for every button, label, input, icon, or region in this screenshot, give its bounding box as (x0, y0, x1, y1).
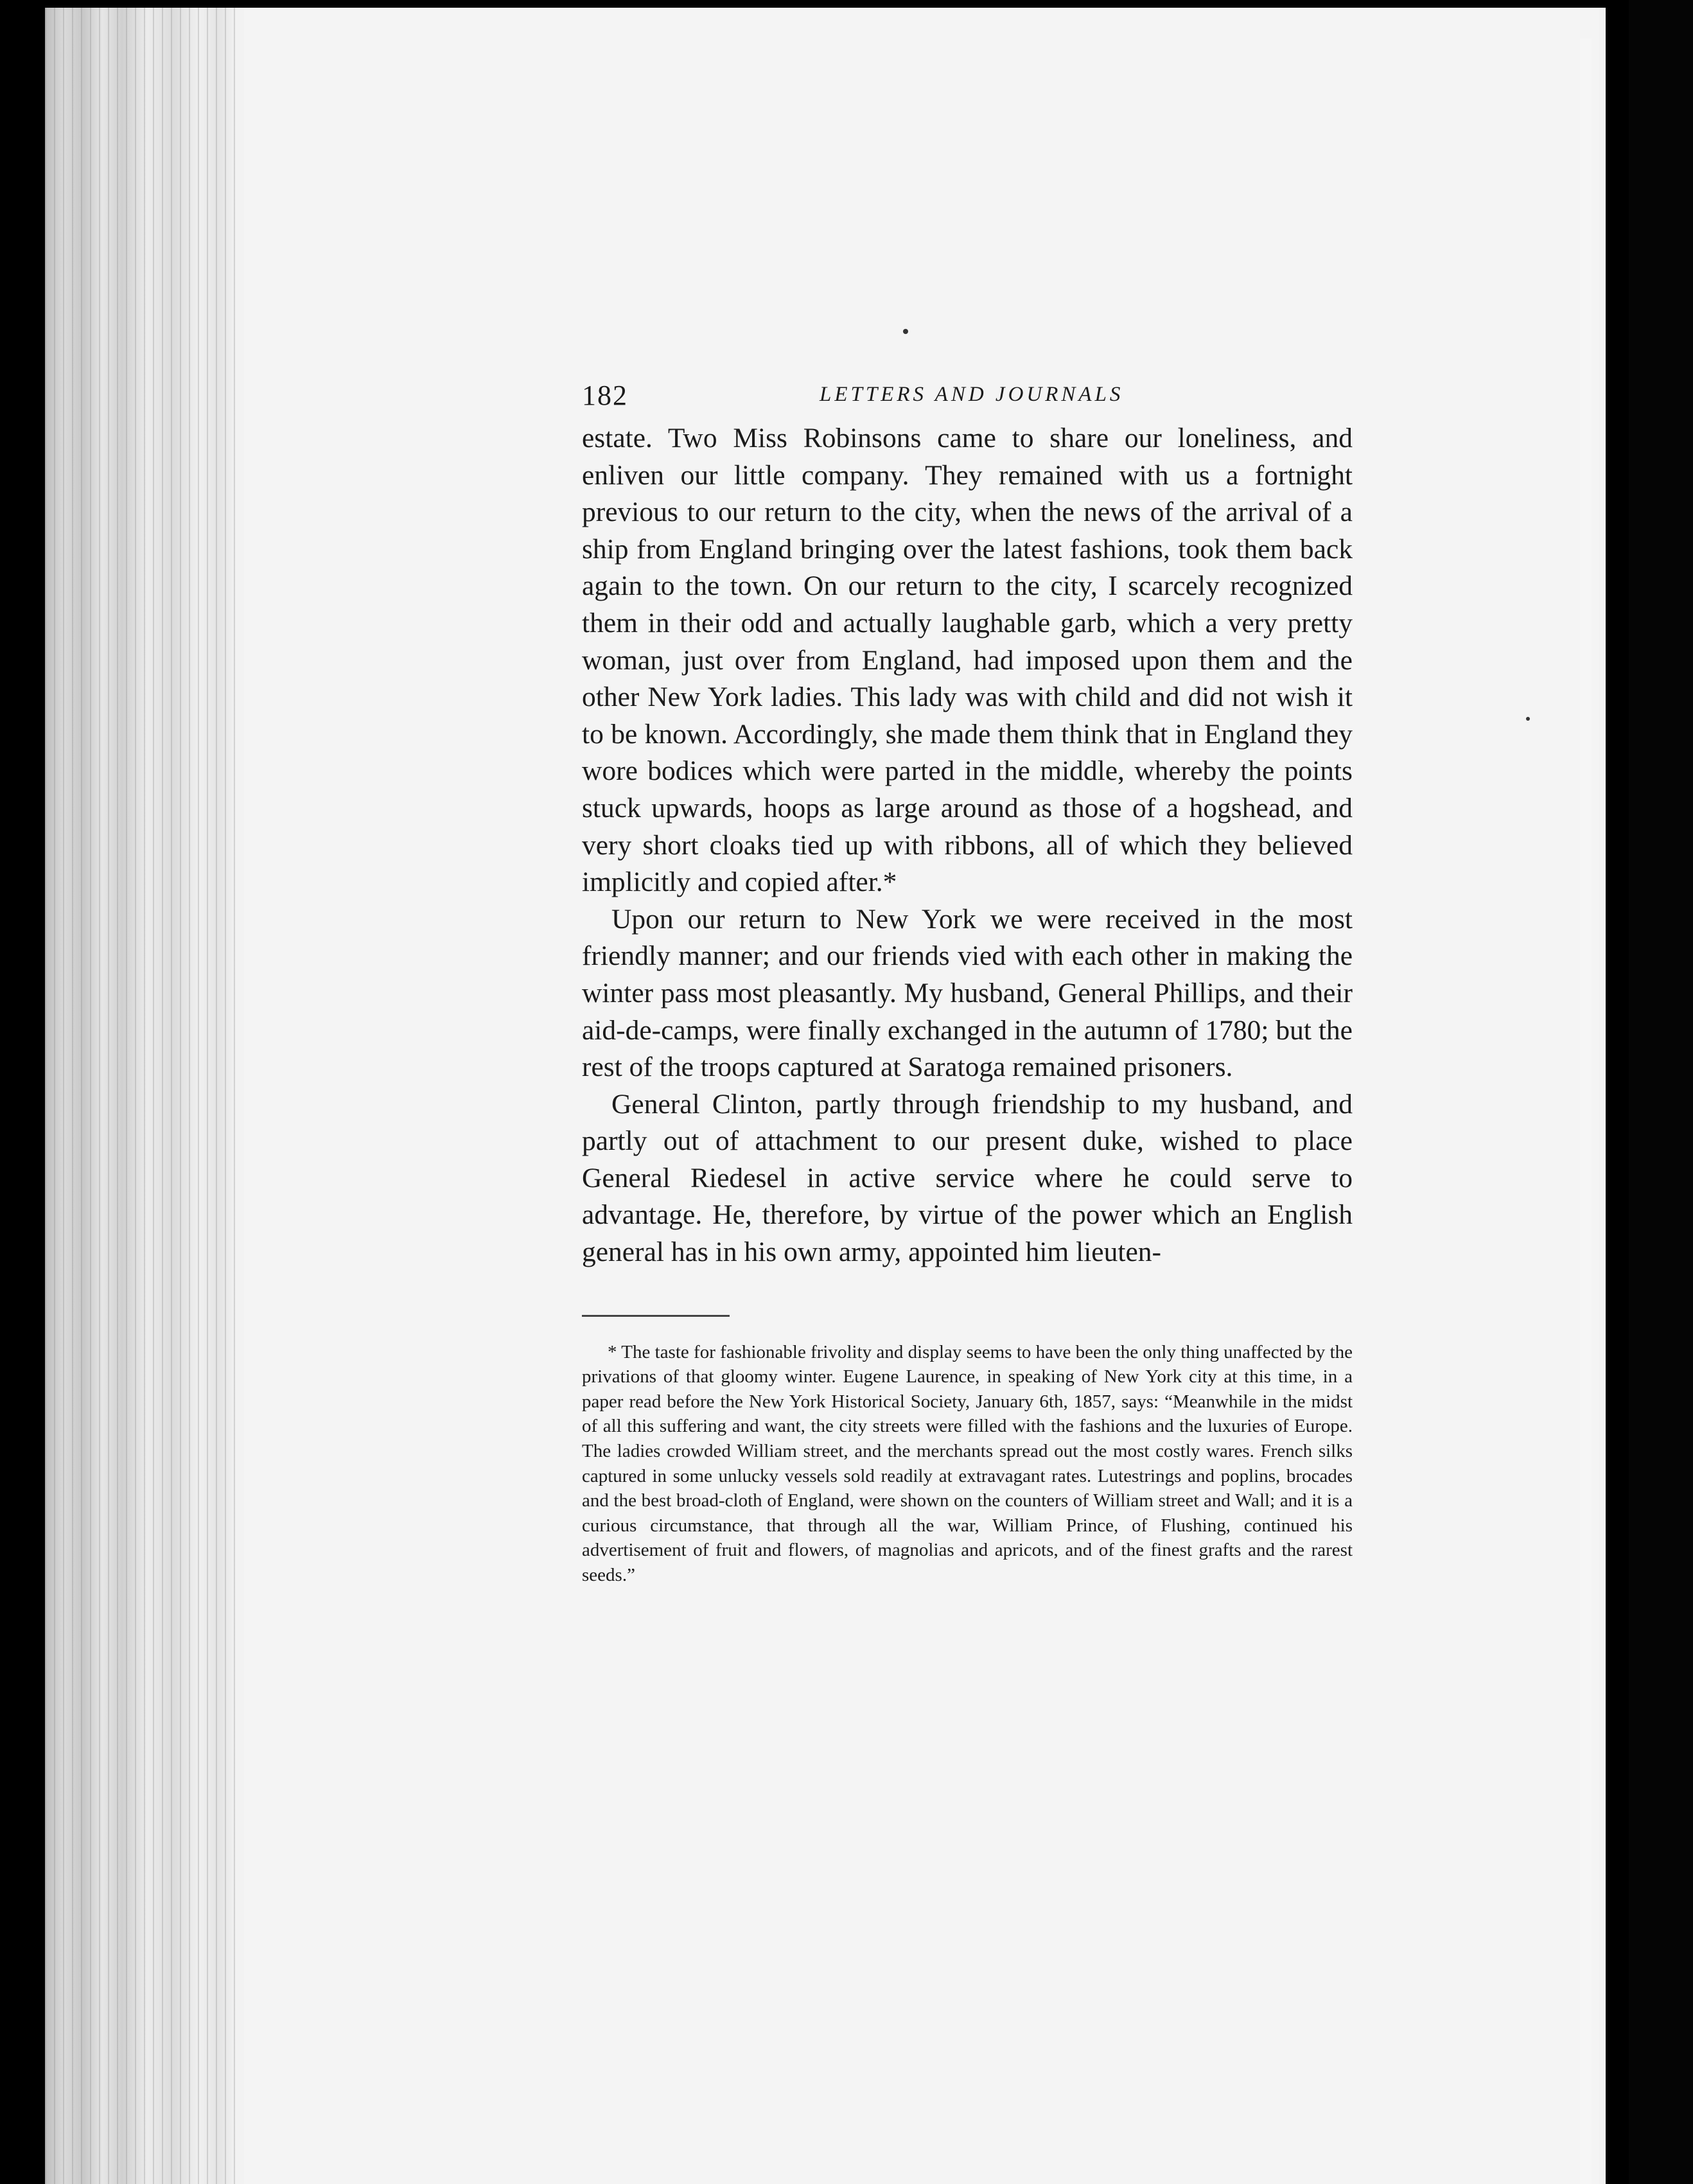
paragraph: General Clinton, partly through friendship to my husband, and partly out of attachment to our present duke, wished to place General Riedesel in active service where he could serve to advantage. He, therefore, by virtue of the power which an English general has in his own army, appointed him lieuten- (582, 1088, 1353, 1268)
running-head-title: LETTERS AND JOURNALS (820, 383, 1124, 406)
scan-border (1629, 0, 1693, 2184)
body-text (582, 420, 1353, 1271)
running-head (582, 379, 1353, 420)
page-number: 182 (582, 380, 628, 411)
text-block (582, 379, 1353, 1588)
footnote-rule (582, 1315, 730, 1317)
paragraph: Upon our return to New York we were received in the most friendly manner; and our friends vied with each other in making the winter pass most pleasantly. My husband, General Phillips, and their aid-de-camps, were finally exchanged in the autumn of 1780; but the rest of the troops captured at Saratoga remained prisoners. (582, 903, 1353, 1083)
speck-mark (1526, 717, 1530, 721)
page-edge-lines (45, 8, 238, 2184)
paragraph: estate. Two Miss Robinsons came to share our loneliness, and enliven our little company. They remained with us a fortnight previous to our return to the city, when the news of the arrival of a ship from England bringing over the latest fashions, took them back again to the town. On our return to the city, I scarcely recognized them in their odd and actually laughable garb, which a very pretty woman, just over from England, had imposed upon them and the other New York ladies. This lady was with child and did not wish it to be known. Accordingly, she made them think that in England they wore bodices which were parted in the middle, whereby the points stuck upwards, hoops as large around as those of a hogshead, and very short cloaks tied up with ribbons, all of which they believed implicitly and copied after.* (582, 423, 1353, 898)
page-right-edge (1580, 39, 1592, 2184)
speck-mark (903, 329, 908, 334)
footnote: * The taste for fashionable frivolity and display seems to have been the only thing unaffected by the privations of that gloomy winter. Eugene Laurence, in speaking of New York city at this time, in a paper read before the New York Historical Society, January 6th, 1857, says: “Meanwhile in the midst of all this suffering and want, the city streets were filled with the fashions and the luxuries of Europe. The ladies crowded William street, and the merchants spread out the most costly wares. French silks captured in some unlucky vessels sold readily at extravagant rates. Lutestrings and poplins, brocades and the best broad-cloth of England, were shown on the counters of William street and Wall; and it is a curious circumstance, that through all the war, William Prince, of Flushing, continued his advertisement of fruit and flowers, of magnolias and apricots, and of the finest grafts and the rarest seeds.” (582, 1341, 1353, 1585)
